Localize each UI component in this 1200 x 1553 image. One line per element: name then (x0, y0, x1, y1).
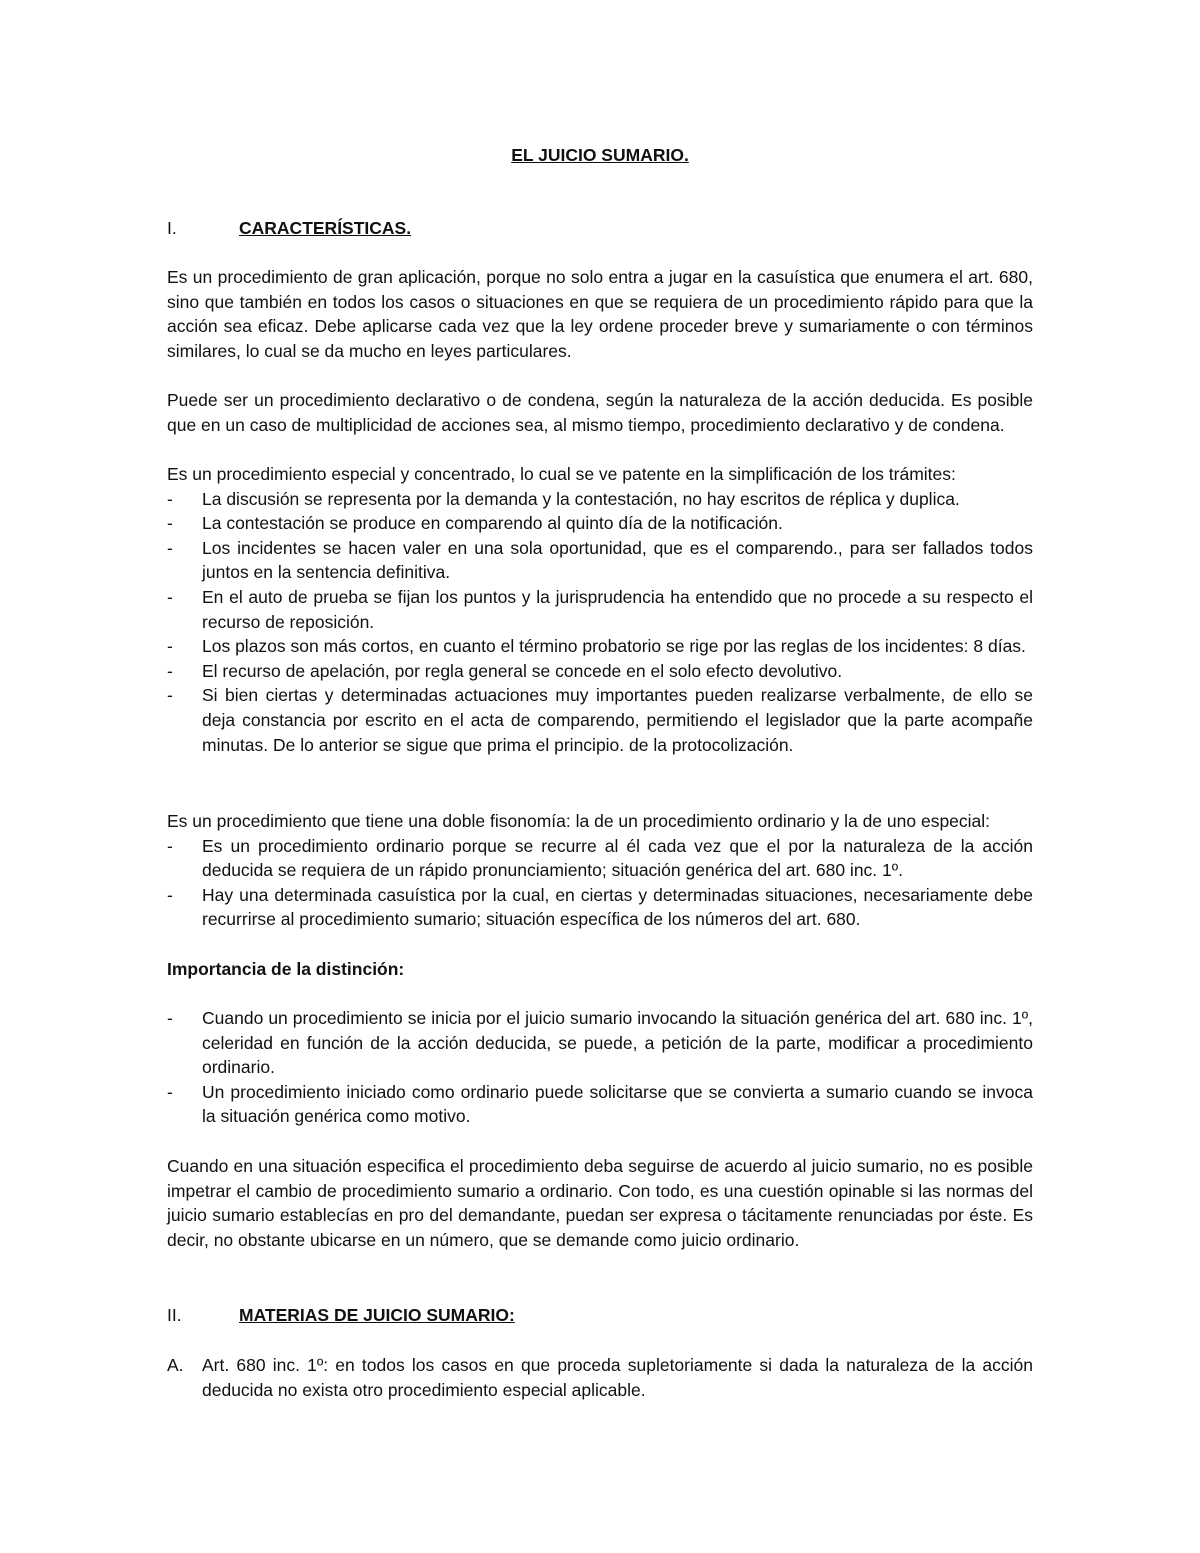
paragraph-4-with-list (167, 809, 1033, 932)
list-item: - Si bien ciertas y determinadas actuaciones muy importantes pueden realizarse verbalmente, de ello se deja constancia por escrito en el acta de comparendo, permitiendo el legislador que la parte acompañe minutas. De lo anterior se sigue que prima el principio. de la protocolización. (167, 685, 1033, 755)
paragraph-3-with-list (167, 462, 1033, 757)
paragraph-1-text: Es un procedimiento de gran aplicación, porque no solo entra a jugar en la casuística que enumera el art. 680, sino que también en todos los casos o situaciones en que se requiera de un procedimiento rápido para que la acción sea eficaz. Debe aplicarse cada vez que la ley ordene proceder breve y sumariamente o con términos similares, lo cual se da mucho en leyes particulares. (167, 267, 1033, 361)
list-item: - La contestación se produce en comparendo al quinto día de la notificación. (167, 513, 783, 534)
paragraph-5-text: Cuando en una situación especifica el procedimiento deba seguirse de acuerdo al juicio sumario, no es posible impetrar el cambio de procedimiento sumario a ordinario. Con todo, es una cuestión opinable si las normas del juicio sumario establecías en pro del demandante, puedan ser expresa o tácitamente renunciadas por éste. Es decir, no obstante ubicarse en un número, que se demande como juicio ordinario. (167, 1156, 1033, 1250)
characteristics-list (167, 487, 1033, 758)
list-item: - El recurso de apelación, por regla general se concede en el solo efecto devolutivo. (167, 660, 843, 681)
section-heading-2 (167, 1303, 515, 1327)
section-number-1: I. (167, 218, 177, 238)
paragraph-4-text: Es un procedimiento que tiene una doble fisonomía: la de un procedimiento ordinario y la de uno especial: (167, 811, 991, 831)
dual-nature-list (167, 834, 1033, 932)
list-item: - Es un procedimiento ordinario porque se recurre al él cada vez que el por la naturaleza de la acción deducida se requiera de un rápido pronunciamiento; situación genérica del art. 680 inc. 1º. (167, 835, 1033, 881)
list-item: - La discusión se representa por la demanda y la contestación, no hay escritos de réplica y duplica. (167, 488, 960, 509)
importance-list (167, 1006, 1033, 1129)
list-item: - En el auto de prueba se fijan los puntos y la jurisprudencia ha entendido que no procede a su respecto el recurso de reposición. (167, 586, 1033, 632)
paragraph-2-text: Puede ser un procedimiento declarativo o de condena, según la naturaleza de la acción deducida. Es posible que en un caso de multiplicidad de acciones sea, al mismo tiempo, procedimiento declarativo y de condena. (167, 390, 1033, 435)
list-item: - Los plazos son más cortos, en cuanto el término probatorio se rige por las reglas de los incidentes: 8 días. (167, 636, 1026, 657)
section-title-2: MATERIAS DE JUICIO SUMARIO: (239, 1305, 515, 1325)
list-item: - Los incidentes se hacen valer en una sola oportunidad, que es el comparendo., para ser fallados todos juntos en la sentencia definitiva. (167, 537, 1033, 583)
section-number-2: II. (167, 1305, 182, 1325)
importance-list-block (167, 1006, 1033, 1129)
list-item: - Hay una determinada casuística por la cual, en ciertas y determinadas situaciones, necesariamente debe recurrirse al procedimiento sumario; situación específica de los números del art. 680. (167, 884, 1033, 930)
section-heading-1 (167, 216, 411, 240)
item-a-label: A. (167, 1355, 184, 1375)
paragraph-3-text: Es un procedimiento especial y concentrado, lo cual se ve patente en la simplificación de los trámites: (167, 464, 956, 484)
paragraph-1 (167, 265, 1033, 363)
paragraph-5 (167, 1154, 1033, 1252)
list-item: - Un procedimiento iniciado como ordinario puede solicitarse que se convierta a sumario cuando se invoca la situación genérica como motivo. (167, 1081, 1033, 1127)
paragraph-2 (167, 388, 1033, 437)
item-a (167, 1353, 1033, 1402)
list-item: - Cuando un procedimiento se inicia por el juicio sumario invocando la situación genérica del art. 680 inc. 1º, celeridad en función de la acción deducida, se puede, a petición de la parte, modificar a procedimiento ordinario. (167, 1008, 1033, 1078)
section-title-1: CARACTERÍSTICAS. (239, 218, 412, 238)
document-title: EL JUICIO SUMARIO. (511, 145, 689, 165)
item-a-text: Art. 680 inc. 1º: en todos los casos en que proceda supletoriamente si dada la naturaleza de la acción deducida no exista otro procedimiento especial aplicable. (202, 1355, 1033, 1400)
subheading-importance: Importancia de la distinción: (167, 959, 405, 979)
